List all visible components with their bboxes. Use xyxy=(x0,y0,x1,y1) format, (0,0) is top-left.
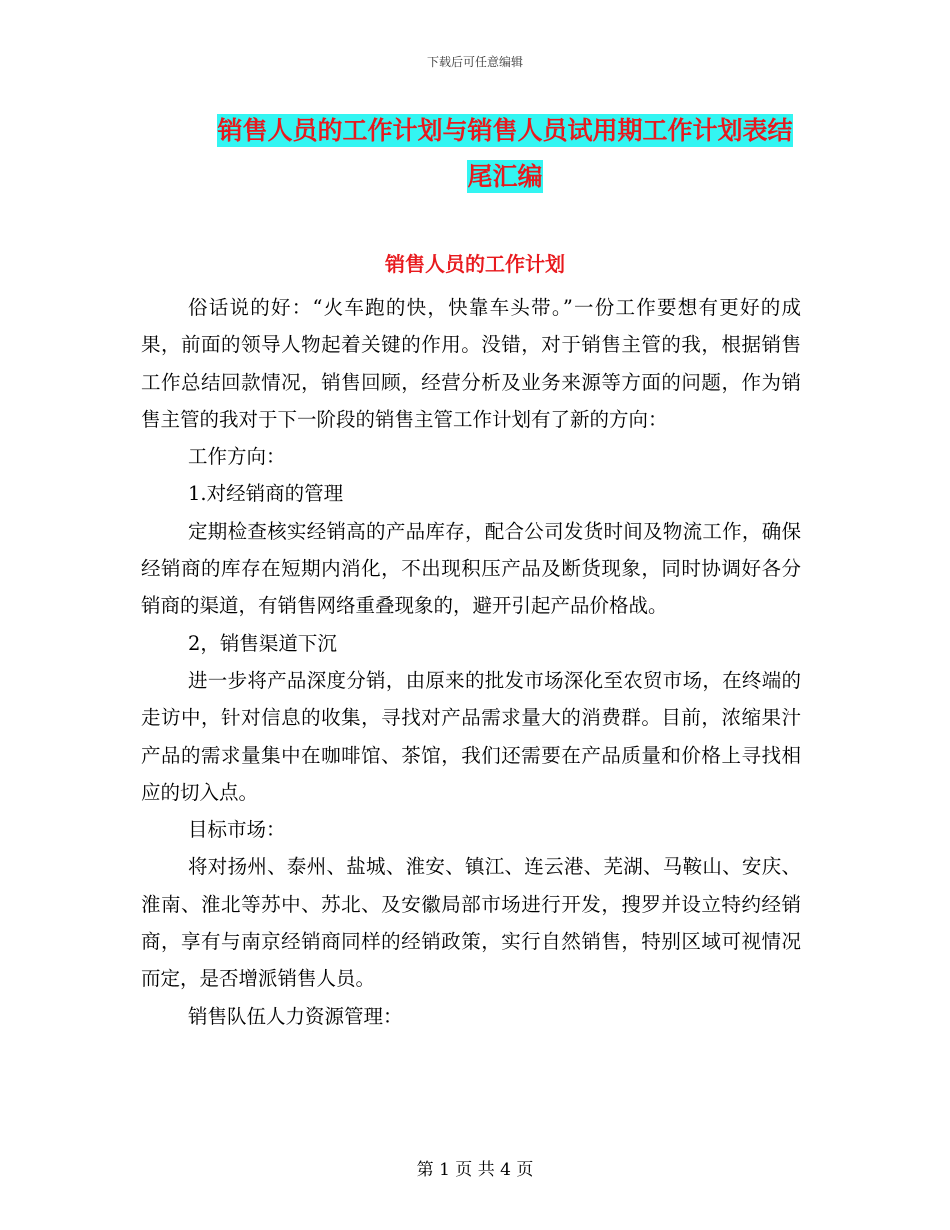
paragraph-target-market-heading: 目标市场： xyxy=(188,818,286,842)
paragraph-target-market: 将对扬州、泰州、盐城、淮安、镇江、连云港、芜湖、马鞍山、安庆、淮南、淮北等苏中、苏北、及安徽局部市场进行开发，搜罗并设立特约经销商，享有与南京经销商同样的经销政策，实行自然销售，特别区域可视情况而定，是否增派销售人员。 xyxy=(141,855,801,991)
title-line-2: 尾汇编 xyxy=(467,162,543,191)
title-line-1: 销售人员的工作计划与销售人员试用期工作计划表结 xyxy=(217,116,793,145)
header-note: 下载后可任意编辑 xyxy=(426,55,523,69)
section-title: 销售人员的工作计划 xyxy=(385,252,565,276)
paragraph-intro: 俗话说的好：“火车跑的快，快靠车头带。”一份工作要想有更好的成果，前面的领导人物起着关键的作用。没错，对于销售主管的我，根据销售工作总结回款情况，销售回顾，经营分析及业务来源等方面的问题，作为销售主管的我对于下一阶段的销售主管工作计划有了新的方向： xyxy=(141,296,801,431)
paragraph-heading-1: 1.对经销商的管理 xyxy=(188,482,344,506)
page-footer: 第 1 页 共 4 页 xyxy=(416,1160,534,1180)
paragraph-heading-2: 2，销售渠道下沉 xyxy=(188,631,337,655)
document-title xyxy=(190,108,820,200)
paragraph-work-direction: 工作方向： xyxy=(188,445,286,469)
body-text xyxy=(141,289,801,1035)
paragraph-dealer-management: 定期检查核实经销高的产品库存，配合公司发货时间及物流工作，确保经销商的库存在短期内消化，不出现积压产品及断货现象，同时协调好各分销商的渠道，有销售网络重叠现象的，避开引起产品价格战。 xyxy=(141,519,801,618)
paragraph-channel-sinking: 进一步将产品深度分销，由原来的批发市场深化至农贸市场，在终端的走访中，针对信息的收集，寻找对产品需求量大的消费群。目前，浓缩果汁产品的需求量集中在咖啡馆、茶馆，我们还需要在产品质量和价格上寻找相应的切入点。 xyxy=(141,668,801,804)
paragraph-hr-heading: 销售队伍人力资源管理： xyxy=(188,1004,403,1028)
